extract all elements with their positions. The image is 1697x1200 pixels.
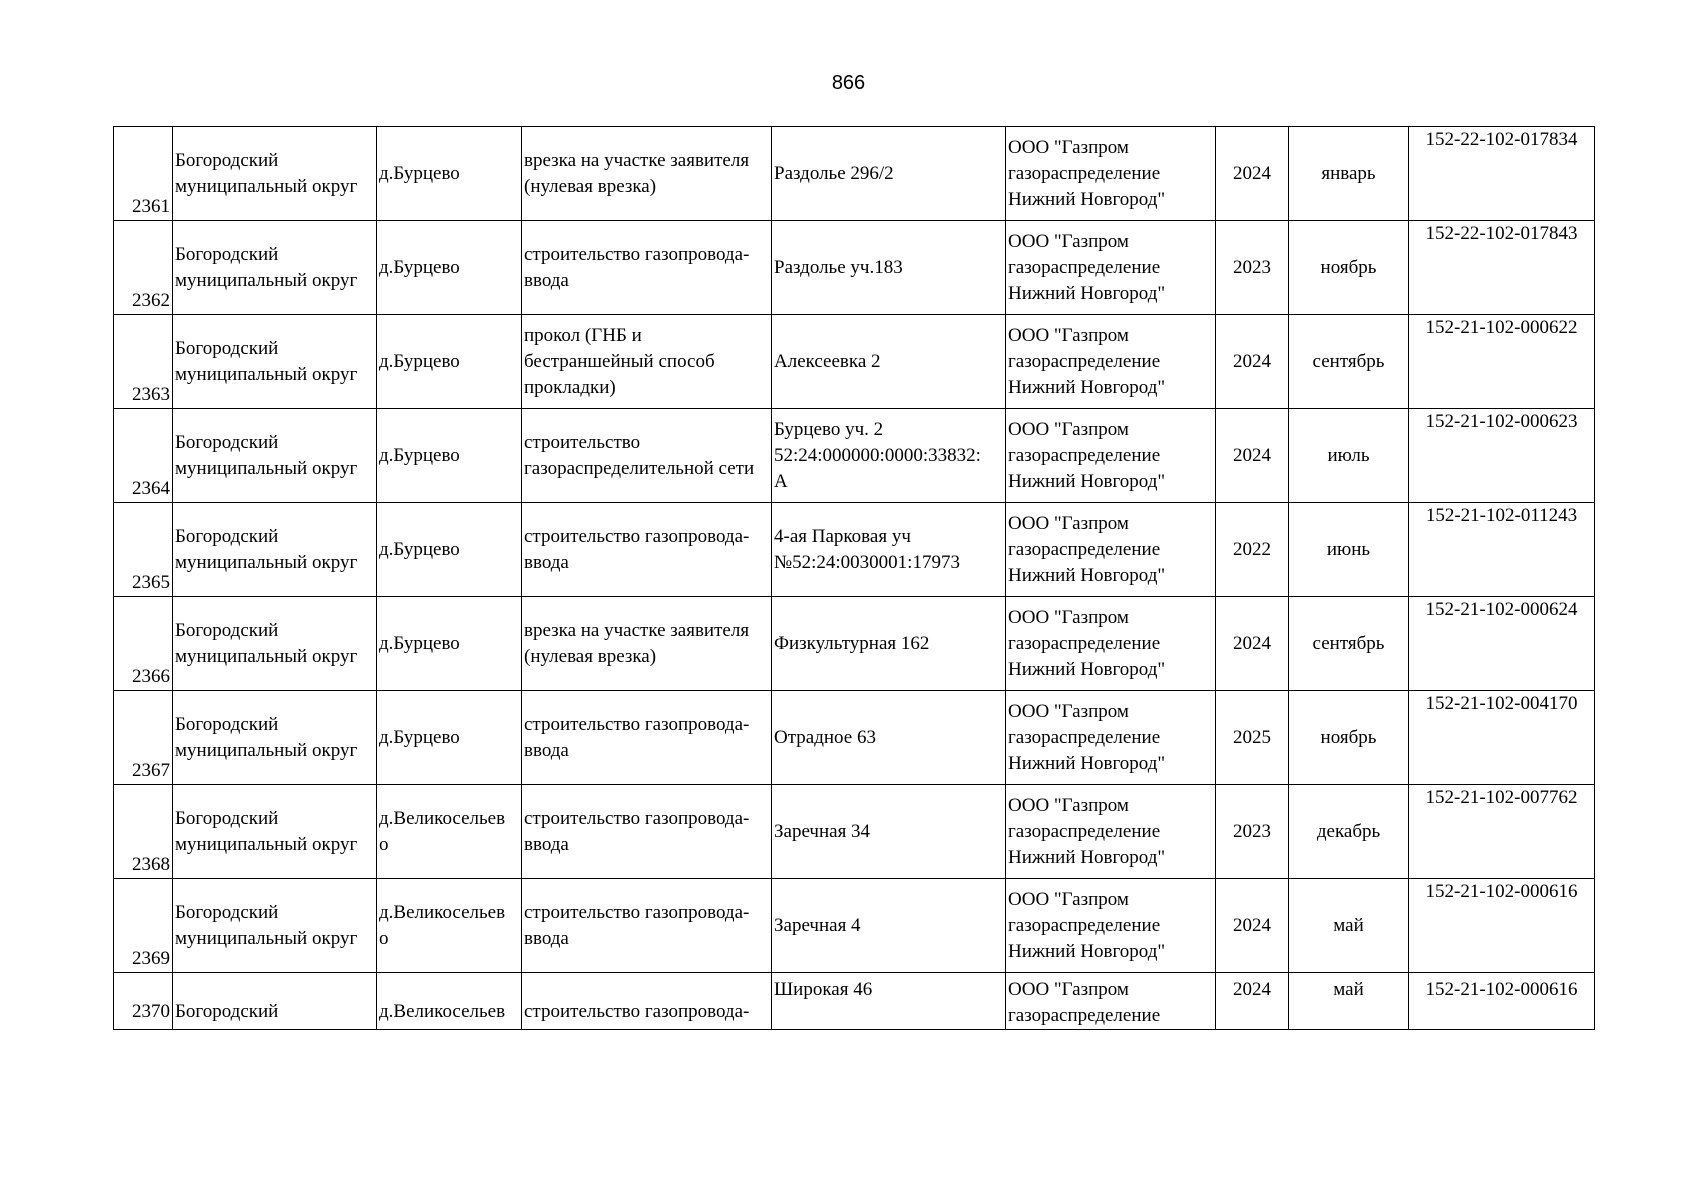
work-type-cell (522, 127, 772, 221)
row-number: 2366 (114, 597, 173, 691)
address-cell-line: Физкультурная 162 (774, 632, 930, 654)
address-cell-line: Широкая 46 (774, 979, 873, 1000)
organization-cell-line: ООО "Газпром (1008, 418, 1129, 440)
district-cell (173, 785, 377, 879)
district-cell-line: муниципальный округ (175, 927, 358, 949)
year-cell: 2024 (1216, 879, 1289, 973)
work-type-cell (522, 691, 772, 785)
table-row (114, 503, 1595, 597)
table-row (114, 597, 1595, 691)
month-cell: декабрь (1289, 785, 1409, 879)
table-row (114, 973, 1595, 1030)
organization-cell (1006, 127, 1216, 221)
address-cell-line: А (774, 470, 788, 492)
address-cell (772, 973, 1006, 1030)
district-cell-line: муниципальный округ (175, 645, 358, 667)
row-number: 2364 (114, 409, 173, 503)
organization-cell-line: газораспределение (1008, 350, 1161, 372)
row-number: 2370 (114, 973, 173, 1030)
work-type-cell (522, 785, 772, 879)
district-cell (173, 597, 377, 691)
organization-cell-line: ООО "Газпром (1008, 606, 1129, 628)
work-type-cell-line: строительство газопровода- (524, 243, 750, 265)
year-cell: 2023 (1216, 785, 1289, 879)
organization-cell-line: газораспределение (1008, 820, 1161, 842)
address-cell (772, 315, 1006, 409)
table-body (114, 127, 1595, 1030)
month-cell: ноябрь (1289, 691, 1409, 785)
organization-cell-line: Нижний Новгород" (1008, 282, 1166, 304)
district-cell-line: Богородский (175, 807, 279, 829)
district-cell-line: Богородский (175, 1001, 279, 1022)
registry-table (113, 126, 1595, 1030)
code-cell: 152-22-102-017834 (1409, 127, 1595, 221)
organization-cell (1006, 785, 1216, 879)
table-row (114, 315, 1595, 409)
work-type-cell-line: ввода (524, 269, 569, 291)
organization-cell-line: Нижний Новгород" (1008, 752, 1166, 774)
address-cell-line: Отрадное 63 (774, 726, 876, 748)
village-cell-line: д.Бурцево (379, 256, 460, 278)
address-cell (772, 127, 1006, 221)
page-number: 866 (831, 72, 866, 94)
month-cell: май (1289, 879, 1409, 973)
village-cell-line: д.Бурцево (379, 632, 460, 654)
work-type-cell (522, 503, 772, 597)
year-cell: 2024 (1216, 597, 1289, 691)
district-cell-line: Богородский (175, 149, 279, 171)
table-row (114, 785, 1595, 879)
code-cell: 152-21-102-000616 (1409, 879, 1595, 973)
address-cell-line: Раздолье 296/2 (774, 162, 894, 184)
district-cell-line: Богородский (175, 619, 279, 641)
table-row (114, 879, 1595, 973)
district-cell-line: муниципальный округ (175, 739, 358, 761)
work-type-cell-line: газораспределительной сети (524, 457, 755, 479)
village-cell (377, 973, 522, 1030)
work-type-cell-line: строительство газопровода- (524, 1001, 750, 1022)
organization-cell-line: ООО "Газпром (1008, 230, 1129, 252)
district-cell-line: муниципальный округ (175, 269, 358, 291)
village-cell-line: д.Бурцево (379, 444, 460, 466)
row-number: 2367 (114, 691, 173, 785)
work-type-cell-line: строительство газопровода- (524, 713, 750, 735)
work-type-cell-line: (нулевая врезка) (524, 645, 657, 667)
organization-cell (1006, 503, 1216, 597)
address-cell-line: Заречная 34 (774, 820, 871, 842)
code-cell: 152-21-102-000624 (1409, 597, 1595, 691)
district-cell-line: Богородский (175, 525, 279, 547)
village-cell-line: д.Великосельев (379, 901, 506, 923)
organization-cell-line: ООО "Газпром (1008, 324, 1129, 346)
work-type-cell-line: строительство газопровода- (524, 901, 750, 923)
organization-cell (1006, 597, 1216, 691)
month-cell: сентябрь (1289, 597, 1409, 691)
organization-cell-line: газораспределение (1008, 1005, 1161, 1026)
address-cell (772, 691, 1006, 785)
village-cell-line: д.Бурцево (379, 538, 460, 560)
organization-cell-line: Нижний Новгород" (1008, 564, 1166, 586)
district-cell-line: муниципальный округ (175, 175, 358, 197)
organization-cell-line: ООО "Газпром (1008, 979, 1129, 1000)
row-number: 2368 (114, 785, 173, 879)
address-cell (772, 221, 1006, 315)
district-cell (173, 879, 377, 973)
district-cell (173, 691, 377, 785)
district-cell-line: муниципальный округ (175, 551, 358, 573)
organization-cell-line: газораспределение (1008, 256, 1161, 278)
work-type-cell-line: бестраншейный способ (524, 350, 715, 372)
district-cell (173, 409, 377, 503)
organization-cell-line: ООО "Газпром (1008, 512, 1129, 534)
district-cell-line: муниципальный округ (175, 457, 358, 479)
organization-cell-line: Нижний Новгород" (1008, 846, 1166, 868)
village-cell (377, 127, 522, 221)
organization-cell-line: Нижний Новгород" (1008, 658, 1166, 680)
organization-cell-line: Нижний Новгород" (1008, 376, 1166, 398)
village-cell (377, 409, 522, 503)
row-number: 2363 (114, 315, 173, 409)
district-cell-line: Богородский (175, 243, 279, 265)
work-type-cell (522, 409, 772, 503)
month-cell: сентябрь (1289, 315, 1409, 409)
organization-cell-line: ООО "Газпром (1008, 794, 1129, 816)
code-cell: 152-21-102-000616 (1409, 973, 1595, 1030)
district-cell-line: Богородский (175, 337, 279, 359)
work-type-cell-line: ввода (524, 551, 569, 573)
address-cell (772, 879, 1006, 973)
year-cell: 2024 (1216, 315, 1289, 409)
organization-cell-line: Нижний Новгород" (1008, 188, 1166, 210)
address-cell (772, 409, 1006, 503)
organization-cell-line: Нижний Новгород" (1008, 470, 1166, 492)
address-cell-line: №52:24:0030001:17973 (774, 551, 960, 573)
organization-cell (1006, 221, 1216, 315)
organization-cell-line: газораспределение (1008, 914, 1161, 936)
village-cell-line: д.Бурцево (379, 162, 460, 184)
address-cell (772, 503, 1006, 597)
row-number: 2365 (114, 503, 173, 597)
district-cell-line: муниципальный округ (175, 363, 358, 385)
district-cell (173, 503, 377, 597)
year-cell: 2024 (1216, 409, 1289, 503)
organization-cell-line: газораспределение (1008, 162, 1161, 184)
table-row (114, 127, 1595, 221)
village-cell (377, 221, 522, 315)
organization-cell (1006, 409, 1216, 503)
organization-cell-line: газораспределение (1008, 538, 1161, 560)
village-cell-line: д.Великосельев (379, 807, 506, 829)
district-cell-line: Богородский (175, 431, 279, 453)
village-cell-line: д.Бурцево (379, 726, 460, 748)
table-row (114, 409, 1595, 503)
code-cell: 152-21-102-000622 (1409, 315, 1595, 409)
district-cell (173, 973, 377, 1030)
row-number: 2369 (114, 879, 173, 973)
organization-cell-line: ООО "Газпром (1008, 136, 1129, 158)
month-cell: январь (1289, 127, 1409, 221)
work-type-cell (522, 221, 772, 315)
district-cell-line: Богородский (175, 901, 279, 923)
organization-cell (1006, 879, 1216, 973)
work-type-cell (522, 315, 772, 409)
organization-cell-line: ООО "Газпром (1008, 700, 1129, 722)
month-cell: май (1289, 973, 1409, 1030)
work-type-cell (522, 597, 772, 691)
address-cell-line: 4-ая Парковая уч (774, 525, 911, 547)
organization-cell (1006, 691, 1216, 785)
year-cell: 2022 (1216, 503, 1289, 597)
district-cell-line: Богородский (175, 713, 279, 735)
village-cell-line: д.Великосельев (379, 1001, 506, 1022)
address-cell-line: Заречная 4 (774, 914, 861, 936)
year-cell: 2024 (1216, 127, 1289, 221)
year-cell: 2025 (1216, 691, 1289, 785)
organization-cell (1006, 315, 1216, 409)
address-cell (772, 785, 1006, 879)
month-cell: ноябрь (1289, 221, 1409, 315)
organization-cell-line: газораспределение (1008, 632, 1161, 654)
organization-cell-line: газораспределение (1008, 444, 1161, 466)
work-type-cell-line: врезка на участке заявителя (524, 619, 750, 641)
row-number: 2361 (114, 127, 173, 221)
address-cell-line: Бурцево уч. 2 (774, 418, 884, 440)
village-cell (377, 879, 522, 973)
month-cell: июнь (1289, 503, 1409, 597)
village-cell-line: о (379, 833, 389, 855)
work-type-cell-line: ввода (524, 739, 569, 761)
organization-cell-line: ООО "Газпром (1008, 888, 1129, 910)
organization-cell-line: газораспределение (1008, 726, 1161, 748)
village-cell (377, 597, 522, 691)
village-cell (377, 315, 522, 409)
village-cell-line: о (379, 927, 389, 949)
address-cell-line: Алексеевка 2 (774, 350, 881, 372)
village-cell (377, 785, 522, 879)
code-cell: 152-22-102-017843 (1409, 221, 1595, 315)
work-type-cell-line: строительство (524, 431, 641, 453)
table-row (114, 221, 1595, 315)
organization-cell (1006, 973, 1216, 1030)
work-type-cell (522, 973, 772, 1030)
work-type-cell-line: (нулевая врезка) (524, 175, 657, 197)
code-cell: 152-21-102-004170 (1409, 691, 1595, 785)
work-type-cell-line: ввода (524, 833, 569, 855)
work-type-cell-line: врезка на участке заявителя (524, 149, 750, 171)
code-cell: 152-21-102-000623 (1409, 409, 1595, 503)
year-cell: 2024 (1216, 973, 1289, 1030)
month-cell: июль (1289, 409, 1409, 503)
code-cell: 152-21-102-011243 (1409, 503, 1595, 597)
work-type-cell-line: строительство газопровода- (524, 525, 750, 547)
address-cell (772, 597, 1006, 691)
work-type-cell-line: ввода (524, 927, 569, 949)
address-cell-line: 52:24:000000:0000:33832: (774, 444, 981, 466)
organization-cell-line: Нижний Новгород" (1008, 940, 1166, 962)
work-type-cell-line: прокладки) (524, 376, 616, 398)
district-cell (173, 221, 377, 315)
work-type-cell-line: строительство газопровода- (524, 807, 750, 829)
district-cell (173, 127, 377, 221)
village-cell (377, 503, 522, 597)
row-number: 2362 (114, 221, 173, 315)
village-cell-line: д.Бурцево (379, 350, 460, 372)
year-cell: 2023 (1216, 221, 1289, 315)
address-cell-line: Раздолье уч.183 (774, 256, 903, 278)
village-cell (377, 691, 522, 785)
work-type-cell-line: прокол (ГНБ и (524, 324, 642, 346)
district-cell-line: муниципальный округ (175, 833, 358, 855)
table-row (114, 691, 1595, 785)
work-type-cell (522, 879, 772, 973)
code-cell: 152-21-102-007762 (1409, 785, 1595, 879)
district-cell (173, 315, 377, 409)
